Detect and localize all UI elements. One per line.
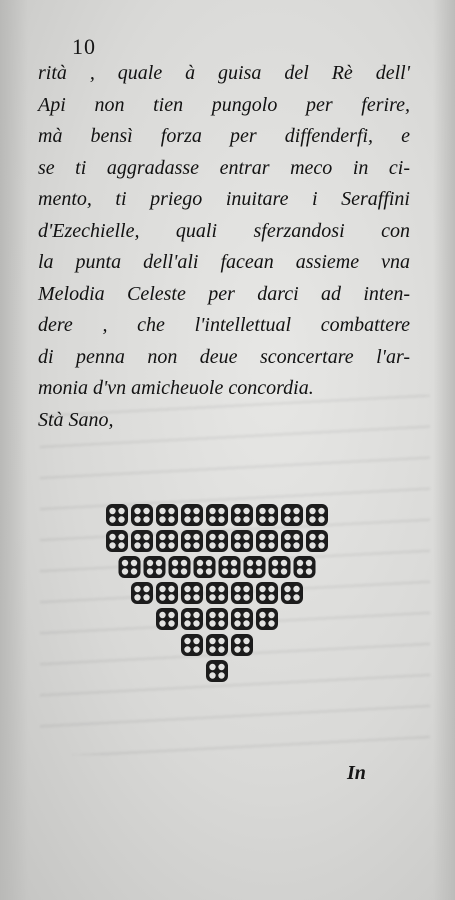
fleuron-glyph xyxy=(156,608,178,630)
fleuron-glyph xyxy=(181,504,203,526)
fleuron-glyph xyxy=(106,504,128,526)
fleuron-glyph xyxy=(131,582,153,604)
fleuron-glyph xyxy=(231,608,253,630)
text-line: di penna non deue sconcertare l'ar- xyxy=(38,345,410,368)
fleuron-glyph xyxy=(244,556,266,578)
fleuron-glyph xyxy=(231,504,253,526)
fleuron-glyph xyxy=(281,582,303,604)
text-line: d'Ezechielle, quali sferzandosi con xyxy=(38,219,410,242)
fleuron-glyph xyxy=(119,556,141,578)
fleuron-glyph xyxy=(181,530,203,552)
fleuron-glyph xyxy=(206,504,228,526)
fleuron-glyph xyxy=(231,582,253,604)
text-line: rità , quale à guisa del Rè dell' xyxy=(38,62,410,84)
text-line: dere , che l'intellettual combattere xyxy=(38,314,410,336)
fleuron-glyph xyxy=(281,530,303,552)
fleuron-glyph xyxy=(206,660,228,682)
fleuron-glyph xyxy=(256,530,278,552)
fleuron-glyph xyxy=(181,608,203,630)
fleuron-glyph xyxy=(269,556,291,578)
fleuron-glyph xyxy=(256,608,278,630)
fleuron-glyph xyxy=(106,530,128,552)
fleuron-glyph xyxy=(281,504,303,526)
text-line: la punta dell'ali facean assieme vna xyxy=(38,251,410,273)
fleuron-glyph xyxy=(144,556,166,578)
fleuron-glyph xyxy=(206,634,228,656)
fleuron-glyph xyxy=(181,634,203,656)
fleuron-glyph xyxy=(156,582,178,604)
fleuron-glyph xyxy=(219,556,241,578)
catchword: In xyxy=(347,762,366,784)
text-line: mento, ti priego inuitare i Seraffini xyxy=(38,188,410,210)
text-line: Api non tien pungolo per ferire, xyxy=(38,93,410,116)
fleuron-glyph xyxy=(206,530,228,552)
closing-line: Stà Sano, xyxy=(38,408,114,431)
fleuron-glyph xyxy=(231,530,253,552)
fleuron-glyph xyxy=(156,530,178,552)
fleuron-glyph xyxy=(156,504,178,526)
fleuron-glyph xyxy=(306,504,328,526)
text-line: monia d'vn amicheuole concordia. xyxy=(38,377,314,399)
page-number: 10 xyxy=(72,34,96,59)
fleuron-glyph xyxy=(231,634,253,656)
fleuron-glyph xyxy=(206,582,228,604)
fleuron-glyph xyxy=(256,504,278,526)
fleuron-glyph xyxy=(169,556,191,578)
fleuron-glyph xyxy=(131,530,153,552)
fleuron-glyph xyxy=(256,582,278,604)
fleuron-glyph xyxy=(131,504,153,526)
fleuron-glyph xyxy=(206,608,228,630)
text-line: se ti aggradasse entrar meco in ci- xyxy=(38,156,410,179)
fleuron-glyph xyxy=(181,582,203,604)
text-line: mà bensì forza per diffenderfi, e xyxy=(38,125,410,147)
fleuron-glyph xyxy=(194,556,216,578)
fleuron-glyph xyxy=(306,530,328,552)
fleuron-glyph xyxy=(294,556,316,578)
text-line: Melodia Celeste per darci ad inten- xyxy=(38,282,410,305)
